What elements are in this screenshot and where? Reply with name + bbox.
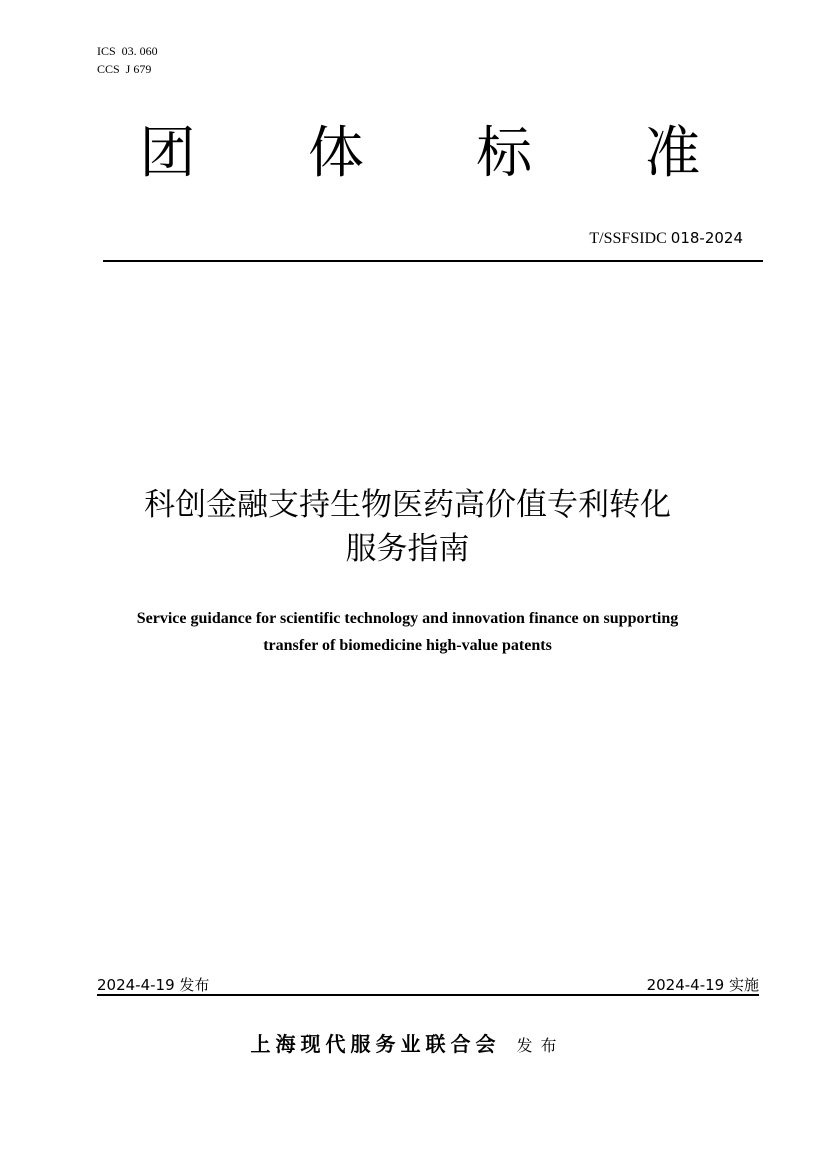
publisher-line bbox=[100, 1028, 715, 1057]
publisher-organization: 上海现代服务业联合会 bbox=[250, 1032, 501, 1056]
top-divider bbox=[103, 260, 763, 262]
classification-codes bbox=[97, 42, 158, 78]
date-row bbox=[97, 975, 759, 995]
chinese-title-line-2: 服务指南 bbox=[345, 531, 470, 567]
standard-type-char: 团 bbox=[139, 121, 196, 186]
chinese-title-line-1: 科创金融支持生物医药高价值专利转化 bbox=[144, 487, 671, 523]
standard-type-char: 标 bbox=[476, 121, 533, 186]
standard-code-prefix: T/SSFSIDC bbox=[589, 230, 671, 247]
standard-code bbox=[589, 229, 743, 248]
english-title bbox=[60, 605, 755, 659]
ics-code: ICS 03. 060 bbox=[97, 44, 158, 58]
standard-type-char: 准 bbox=[644, 121, 701, 186]
standard-type-char: 体 bbox=[307, 121, 364, 186]
standard-code-number: 018-2024 bbox=[670, 229, 743, 247]
standard-type-heading bbox=[130, 118, 710, 190]
bottom-divider bbox=[97, 994, 759, 996]
english-title-line-2: transfer of biomedicine high-value patents bbox=[263, 637, 552, 654]
english-title-line-1: Service guidance for scientific technology and innovation finance on supporting bbox=[136, 610, 679, 627]
implement-date: 2024-4-19 实施 bbox=[646, 976, 759, 994]
publisher-action: 发布 bbox=[516, 1036, 565, 1055]
ccs-code: CCS J 679 bbox=[97, 62, 152, 76]
chinese-title bbox=[60, 483, 755, 571]
publish-date: 2024-4-19 发布 bbox=[97, 976, 210, 994]
